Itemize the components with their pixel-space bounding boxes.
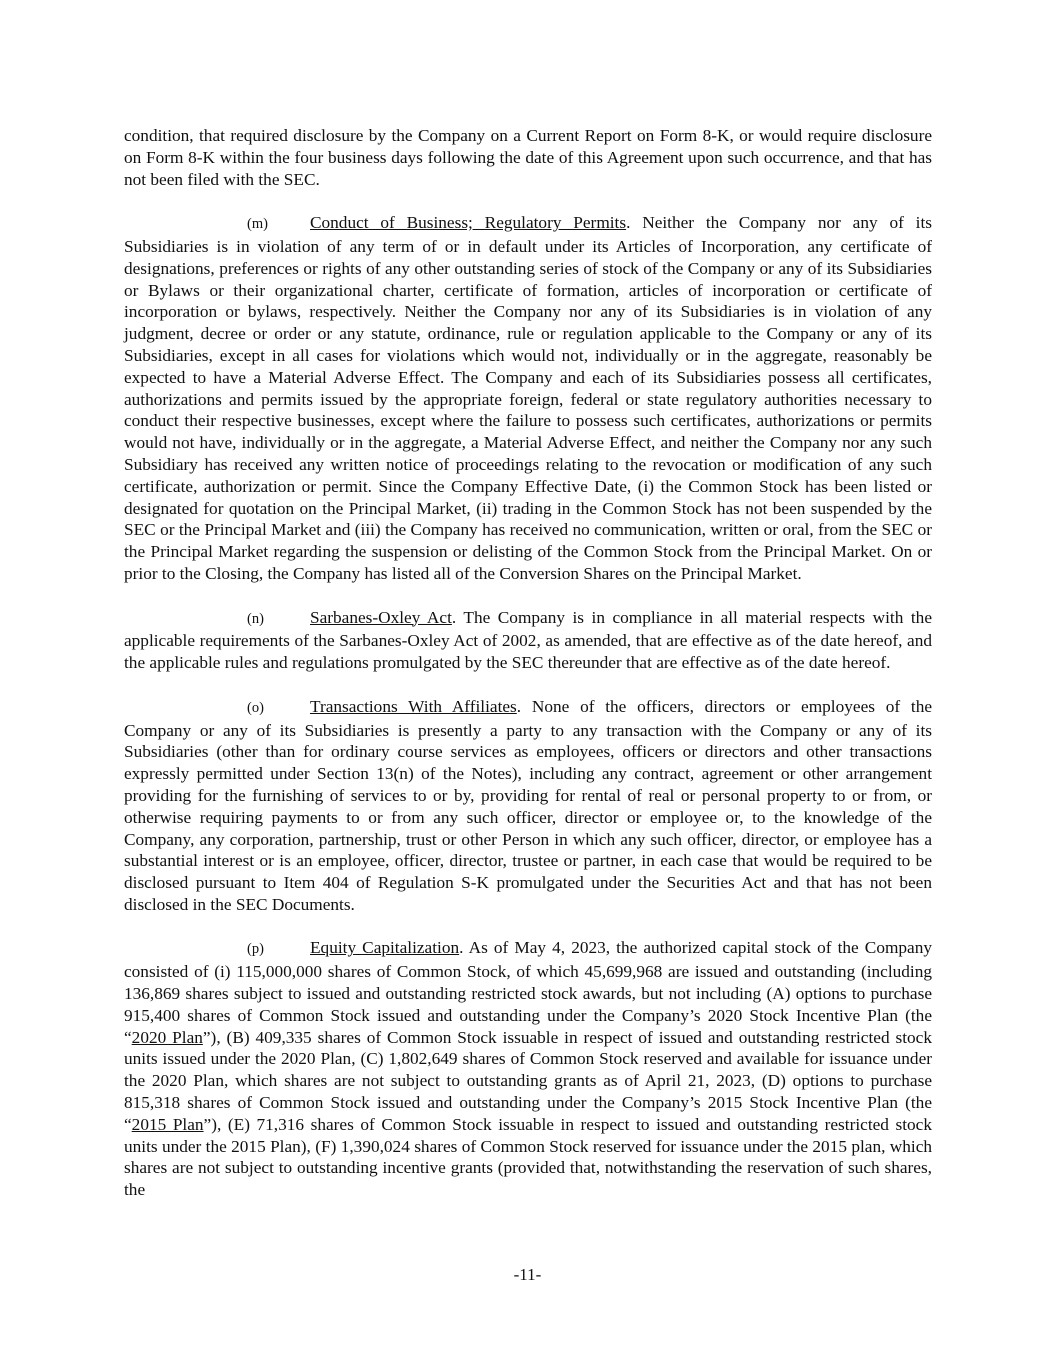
- section-marker: (m): [247, 216, 268, 233]
- section-heading: Equity Capitalization: [310, 938, 460, 958]
- section-o: [124, 696, 932, 916]
- section-body: . Neither the Company nor any of its Subsidiaries is in violation of any term of or in default under its Articles of Incorporation, any certificate of designations, preferences or rights of any other outstanding series of stock of the Company or any of its Subsidiaries or Bylaws or their organizational charter, certificate of formation, articles of incorporation or certificate of incorporation or bylaws, respectively. Neither the Company nor any of its Subsidiaries is in violation of any judgment, decree or order or any statute, ordinance, rule or regulation applicable to the Company or any of its Subsidiaries, except in all cases for violations which would not, individually or in the aggregate, reasonably be expected to have a Material Adverse Effect. The Company and each of its Subsidiaries possess all certificates, authorizations and permits issued by the appropriate foreign, federal or state regulatory authorities necessary to conduct their respective businesses, except where the failure to possess such certificates, authorizations or permits would not have, individually or in the aggregate, a Material Adverse Effect, and neither the Company nor any such Subsidiary has received any written notice of proceedings relating to the revocation or modification of any such certificate, authorization or permit. Since the Company Effective Date, (i) the Common Stock has been listed or designated for quotation on the Principal Market, (ii) trading in the Common Stock has not been suspended by the SEC or the Principal Market and (iii) the Company has received no communication, written or oral, from the SEC or the Principal Market regarding the suspension or delisting of the Common Stock from the Principal Market. On or prior to the Closing, the Company has listed all of the Conversion Shares on the Principal Market.: [124, 213, 932, 583]
- section-m: [124, 212, 932, 585]
- section-body-part: ”), (E) 71,316 shares of Common Stock issuable in respect to issued and outstanding restricted stock units under the 2015 Plan), (F) 1,390,024 shares of Common Stock reserved for issuance under the 2015 plan, which shares are not subject to outstanding incentive grants (provided that, notwithstanding the reservation of such shares, the: [124, 1114, 932, 1200]
- section-marker: (o): [247, 699, 264, 716]
- section-heading: Conduct of Business; Regulatory Permits: [310, 213, 627, 233]
- defined-term: 2020 Plan: [131, 1027, 203, 1047]
- section-p: [124, 937, 932, 1201]
- page-number: -11-: [513, 1265, 542, 1284]
- intro-paragraph: condition, that required disclosure by the Company on a Current Report on Form 8-K, or would require disclosure on Form 8-K within the four business days following the date of this Agreement upon such occurrence, and that has not been filed with the SEC.: [124, 126, 932, 189]
- section-body: . None of the officers, directors or employees of the Company or any of its Subsidiaries is presently a party to any transaction with the Company or any of its Subsidiaries (other than for ordinary course services as employees, officers or directors and other transactions expressly permitted under Section 13(n) of the Notes), including any contract, agreement or other arrangement providing for the furnishing of services to or by, providing for rental of real or personal property to or from, or otherwise requiring payments to or from any such officer, director or employee or, to the knowledge of the Company, any corporation, partnership, trust or other Person in which any such officer, director, or employee has a substantial interest or is an employee, officer, director, trustee or partner, in each case that would be required to be disclosed pursuant to Item 404 of Regulation S-K promulgated under the Securities Act and that has not been disclosed in the SEC Documents.: [124, 696, 933, 914]
- section-marker: (n): [247, 610, 264, 627]
- section-body: . The Company is in compliance in all material respects with the applicable requirements of the Sarbanes-Oxley Act of 2002, as amended, that are effective as of the date hereof, and the applicable rules and regulations promulgated by the SEC thereunder that are effective as of the date hereof.: [124, 607, 932, 673]
- defined-term: 2015 Plan: [131, 1114, 204, 1134]
- section-heading: Transactions With Affiliates: [310, 696, 517, 716]
- section-heading: Sarbanes-Oxley Act: [310, 607, 452, 627]
- section-marker: (p): [247, 941, 264, 958]
- document-page: [124, 125, 932, 1223]
- section-body-part: . As of May 4, 2023, the authorized capital stock of the Company consisted of (i) 115,000,000 shares of Common Stock, of which 45,699,968 are issued and outstanding (including 136,869 shares subject to issued and outstanding restricted stock awards, but not including (A) options to purchase 915,400 shares of Common Stock issued and outstanding under the Company’s 2020 Stock Incentive Plan (the “: [124, 938, 933, 1047]
- section-body-part: ”), (B) 409,335 shares of Common Stock issuable in respect of issued and outstanding restricted stock units issued under the 2020 Plan, (C) 1,802,649 shares of Common Stock reserved and available for issuance under the 2020 Plan, which shares are not subject to outstanding grants as of April 21, 2023, (D) options to purchase 815,318 shares of Common Stock issued and outstanding under the Company’s 2015 Stock Incentive Plan (the “: [124, 1027, 932, 1134]
- section-n: [124, 607, 932, 674]
